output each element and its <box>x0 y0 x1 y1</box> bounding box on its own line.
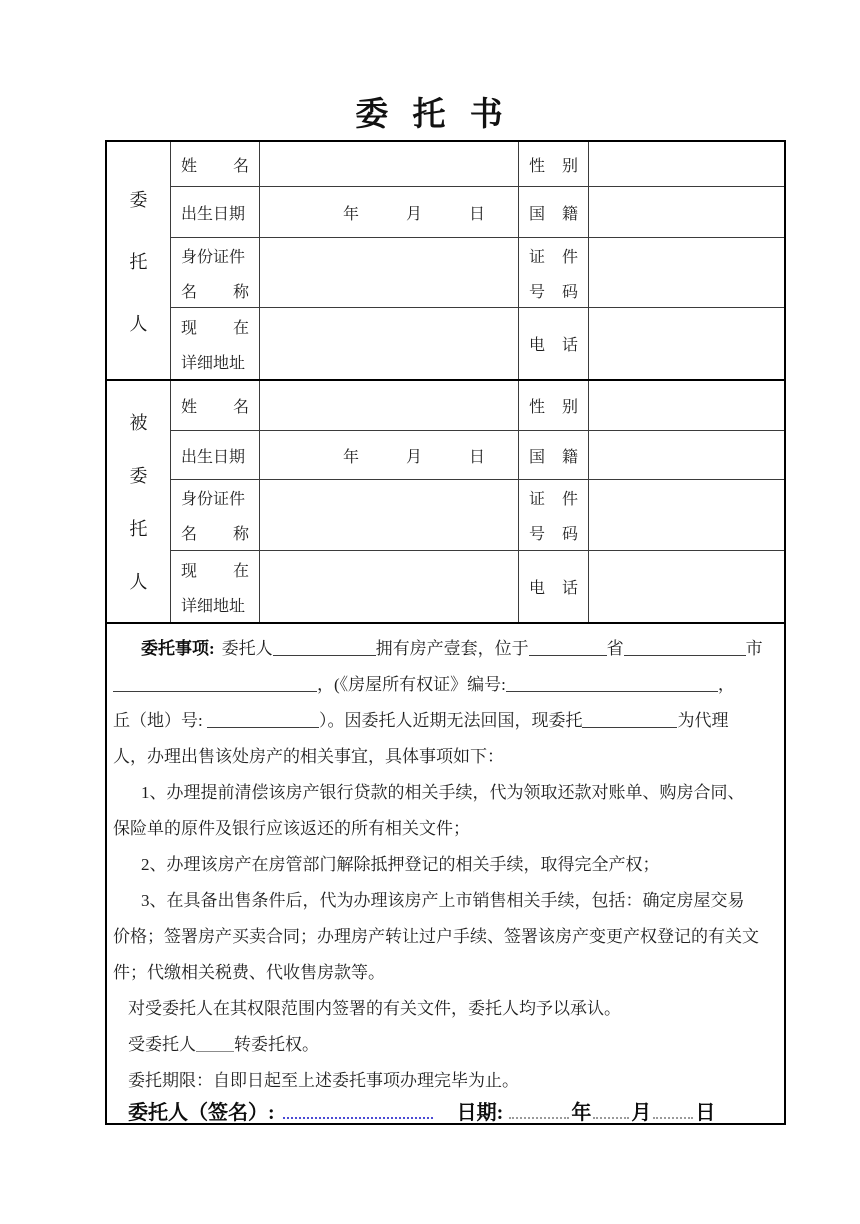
principal-phone-label: 电 话 <box>518 307 588 379</box>
year-placeholder: 年 <box>343 448 360 466</box>
month-placeholder: 月 <box>406 205 423 223</box>
agent-birthdate-label: 出生日期 <box>170 430 259 479</box>
principal-phone-value-cell[interactable] <box>588 307 784 379</box>
day-placeholder: 日 <box>469 448 486 466</box>
date-month-blank[interactable] <box>593 1102 629 1119</box>
agent-id-doc-name-value-cell[interactable] <box>259 479 518 550</box>
agent-address-label: 现 在 详细地址 <box>170 550 259 622</box>
agent-nationality-value-cell[interactable] <box>588 430 784 479</box>
year-placeholder: 年 <box>343 205 360 223</box>
matters-line-4: 人，办理出售该处房产的相关事宜，具体事项如下： <box>113 747 504 766</box>
year-label: 年 <box>571 1102 592 1124</box>
signature-line <box>113 1100 778 1127</box>
agent-id-number-label: 证 件 号 码 <box>518 479 588 550</box>
matters-item3-line1: 3、在具备出售条件后，代为办理该房产上市销售相关手续，包括：确定房屋交易 <box>141 891 745 910</box>
principal-address-value-cell[interactable] <box>259 307 518 379</box>
agent-phone-value-cell[interactable] <box>588 550 784 622</box>
agent-birthdate-value-cell[interactable] <box>259 430 518 479</box>
agent-id-doc-name-label: 身份证件 名 称 <box>170 479 259 550</box>
sub-delegation-blank[interactable] <box>196 1036 234 1052</box>
agent-phone-label: 电 话 <box>518 550 588 622</box>
principal-name-value-cell[interactable] <box>259 142 518 186</box>
date-day-blank[interactable] <box>653 1102 693 1119</box>
principal-id-number-value-cell[interactable] <box>588 237 784 307</box>
month-label: 月 <box>631 1102 652 1124</box>
principal-section <box>107 142 784 379</box>
acknowledgement-line: 对受委托人在其权限范围内签署的有关文件，委托人均予以承认。 <box>128 999 621 1018</box>
plot-number-blank[interactable] <box>207 712 319 728</box>
principal-address-label: 现 在 详细地址 <box>170 307 259 379</box>
matters-item1-line2: 保险单的原件及银行应该返还的所有相关文件； <box>113 819 470 838</box>
principal-id-doc-name-label: 身份证件 名 称 <box>170 237 259 307</box>
agent-id-number-value-cell[interactable] <box>588 479 784 550</box>
principal-gender-label: 性 别 <box>518 142 588 186</box>
agent-name-value-cell[interactable] <box>259 381 518 430</box>
month-placeholder: 月 <box>406 448 423 466</box>
agent-section <box>107 379 784 622</box>
poa-form-table <box>105 140 786 1125</box>
document-title: 委 托 书 <box>355 97 505 133</box>
matters-line-3: 丘（地）号: ）。因委托人近期无法回国，现委托 为代理 <box>113 711 729 730</box>
agent-gender-label: 性 别 <box>518 381 588 430</box>
day-placeholder: 日 <box>469 205 486 223</box>
address-blank[interactable] <box>113 676 317 692</box>
ownership-cert-number-blank[interactable] <box>506 676 718 692</box>
date-label: 日期: <box>456 1102 504 1124</box>
principal-birthdate-value-cell[interactable] <box>259 186 518 237</box>
agent-gender-value-cell[interactable] <box>588 381 784 430</box>
matters-section <box>107 622 784 1127</box>
matters-item3-line3: 件；代缴相关税费、代收售房款等。 <box>113 963 385 982</box>
sub-delegation-line: 受委托人 转委托权。 <box>128 1035 319 1054</box>
matters-item3-line2: 价格；签署房产买卖合同；办理房产转让过户手续、签署该房产变更产权登记的有关文 <box>113 927 759 946</box>
matters-item1-line1: 1、办理提前清偿该房产银行贷款的相关手续，代为领取还款对账单、购房合同、 <box>141 783 745 802</box>
agent-address-value-cell[interactable] <box>259 550 518 622</box>
agent-name-label: 姓 名 <box>170 381 259 430</box>
principal-birthdate-label: 出生日期 <box>170 186 259 237</box>
principal-gender-value-cell[interactable] <box>588 142 784 186</box>
agent-nationality-label: 国 籍 <box>518 430 588 479</box>
city-blank[interactable] <box>624 640 746 656</box>
signature-blank[interactable] <box>283 1102 433 1119</box>
matters-line-1: 委托事项: 委托人 拥有房产壹套，位于 省 市 <box>141 639 763 658</box>
agent-name-blank[interactable] <box>582 712 677 728</box>
principal-name-blank[interactable] <box>273 640 376 656</box>
principal-id-doc-name-value-cell[interactable] <box>259 237 518 307</box>
duration-line: 委托期限：自即日起至上述委托事项办理完毕为止。 <box>128 1071 519 1090</box>
matters-heading: 委托事项: <box>141 639 215 658</box>
principal-name-label: 姓 名 <box>170 142 259 186</box>
principal-side-label: 委 托 人 <box>129 189 148 334</box>
principal-nationality-value-cell[interactable] <box>588 186 784 237</box>
principal-id-number-label: 证 件 号 码 <box>518 237 588 307</box>
signature-label: 委托人（签名）: <box>128 1102 275 1124</box>
day-label: 日 <box>695 1102 716 1124</box>
agent-side-label: 被 委 托 人 <box>129 413 148 592</box>
province-blank[interactable] <box>529 640 607 656</box>
date-year-blank[interactable] <box>509 1102 569 1119</box>
matters-line-2: ，(《房屋所有权证》编号: ， <box>113 667 778 703</box>
principal-nationality-label: 国 籍 <box>518 186 588 237</box>
matters-item2: 2、办理该房产在房管部门解除抵押登记的相关手续，取得完全产权； <box>141 855 660 874</box>
